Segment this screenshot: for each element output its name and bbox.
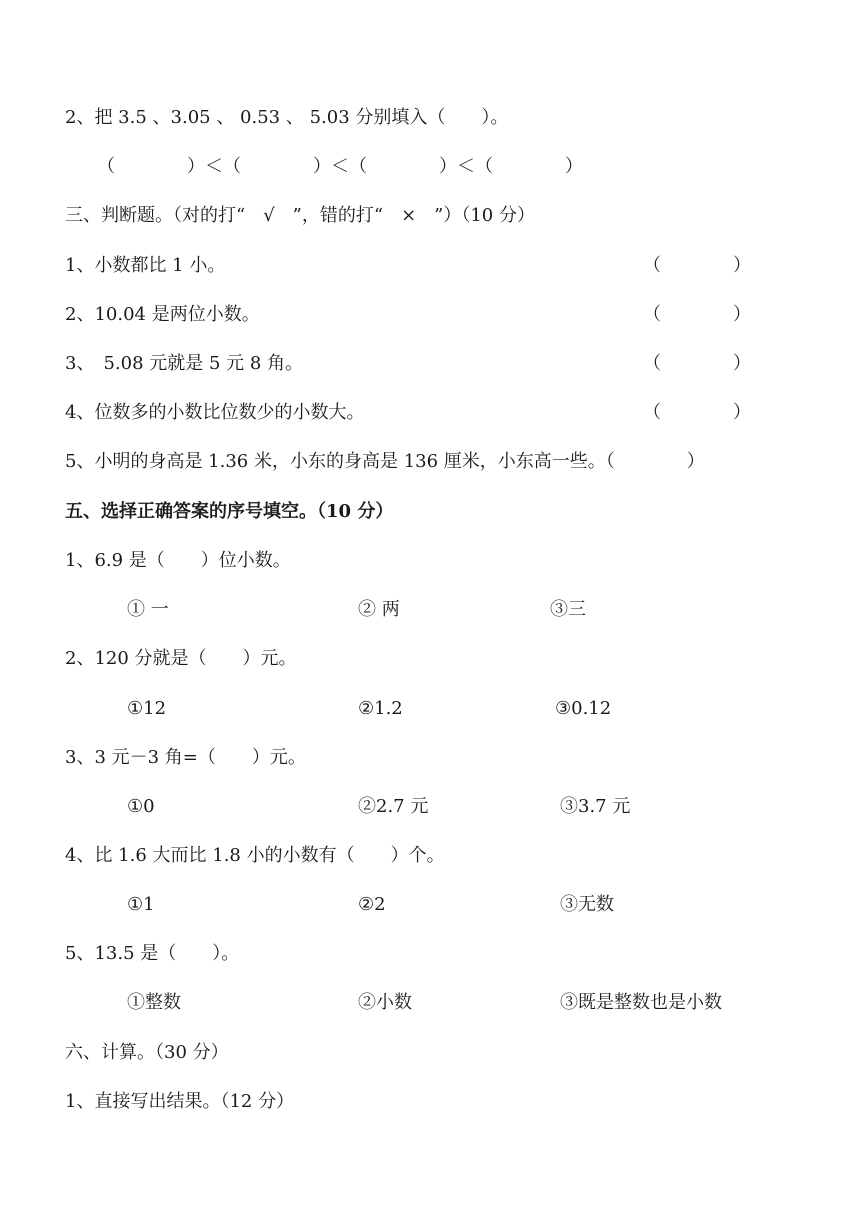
section5-q3: 3、3 元－3 角=（ ）元。 (65, 747, 306, 768)
section5-q5-option-3[interactable]: ③既是整数也是小数 (560, 992, 722, 1013)
section5-q4: 4、比 1.6 大而比 1.8 小的小数有（ ）个。 (65, 845, 445, 866)
section5-q1: 1、6.9 是（ ）位小数。 (65, 550, 291, 571)
section3-answer-1[interactable]: （ ） (643, 255, 751, 276)
section5-q4-option-1[interactable]: ①1 (127, 894, 155, 915)
section5-q3-option-2[interactable]: ②2.7 元 (358, 796, 429, 817)
q2-fill-text: 2、把 3.5 、3.05 、 0.53 、 5.03 分别填入（ ）。 (65, 107, 509, 128)
section3-item-3: 3、 5.08 元就是 5 元 8 角。 (65, 353, 304, 374)
section5-q5-option-1[interactable]: ①整数 (127, 992, 181, 1013)
section5-q2-option-1[interactable]: ①12 (127, 698, 167, 719)
section3-item-5: 5、小明的身高是 1.36 米，小东的身高是 136 厘米，小东高一些。（ ） (65, 451, 705, 472)
section5-q4-option-2[interactable]: ②2 (358, 894, 386, 915)
section3-answer-2[interactable]: （ ） (643, 304, 751, 325)
section3-item-4: 4、位数多的小数比位数少的小数大。 (65, 402, 365, 423)
section5-q5-option-2[interactable]: ②小数 (358, 992, 412, 1013)
section5-q2-option-2[interactable]: ②1.2 (358, 698, 403, 719)
section5-q1-option-2[interactable]: ② 两 (358, 599, 400, 620)
section3-answer-3[interactable]: （ ） (643, 353, 751, 374)
section3-item-1: 1、小数都比 1 小。 (65, 255, 226, 276)
section5-q1-option-1[interactable]: ① 一 (127, 599, 169, 620)
section5-q5: 5、13.5 是（ ）。 (65, 943, 240, 964)
section5-q3-option-1[interactable]: ①0 (127, 796, 155, 817)
section5-q2: 2、120 分就是（ ）元。 (65, 648, 297, 669)
section3-title: 三、判断题。（对的打“ √ ”，错的打“ × ”）（10 分） (65, 205, 535, 226)
q2-compare-row[interactable]: （ ）＜（ ）＜（ ）＜（ ） (97, 156, 583, 177)
section5-q1-option-3[interactable]: ③三 (550, 599, 586, 620)
section5-q4-option-3[interactable]: ③无数 (560, 894, 614, 915)
section5-q3-option-3[interactable]: ③3.7 元 (560, 796, 631, 817)
section6-title: 六、计算。（30 分） (65, 1042, 229, 1063)
section3-answer-4[interactable]: （ ） (643, 402, 751, 423)
section5-q2-option-3[interactable]: ③0.12 (555, 698, 612, 719)
section6-sub1: 1、直接写出结果。（12 分） (65, 1091, 295, 1112)
section5-title: 五、选择正确答案的序号填空。（10 分） (65, 501, 394, 522)
section3-item-2: 2、10.04 是两位小数。 (65, 304, 260, 325)
